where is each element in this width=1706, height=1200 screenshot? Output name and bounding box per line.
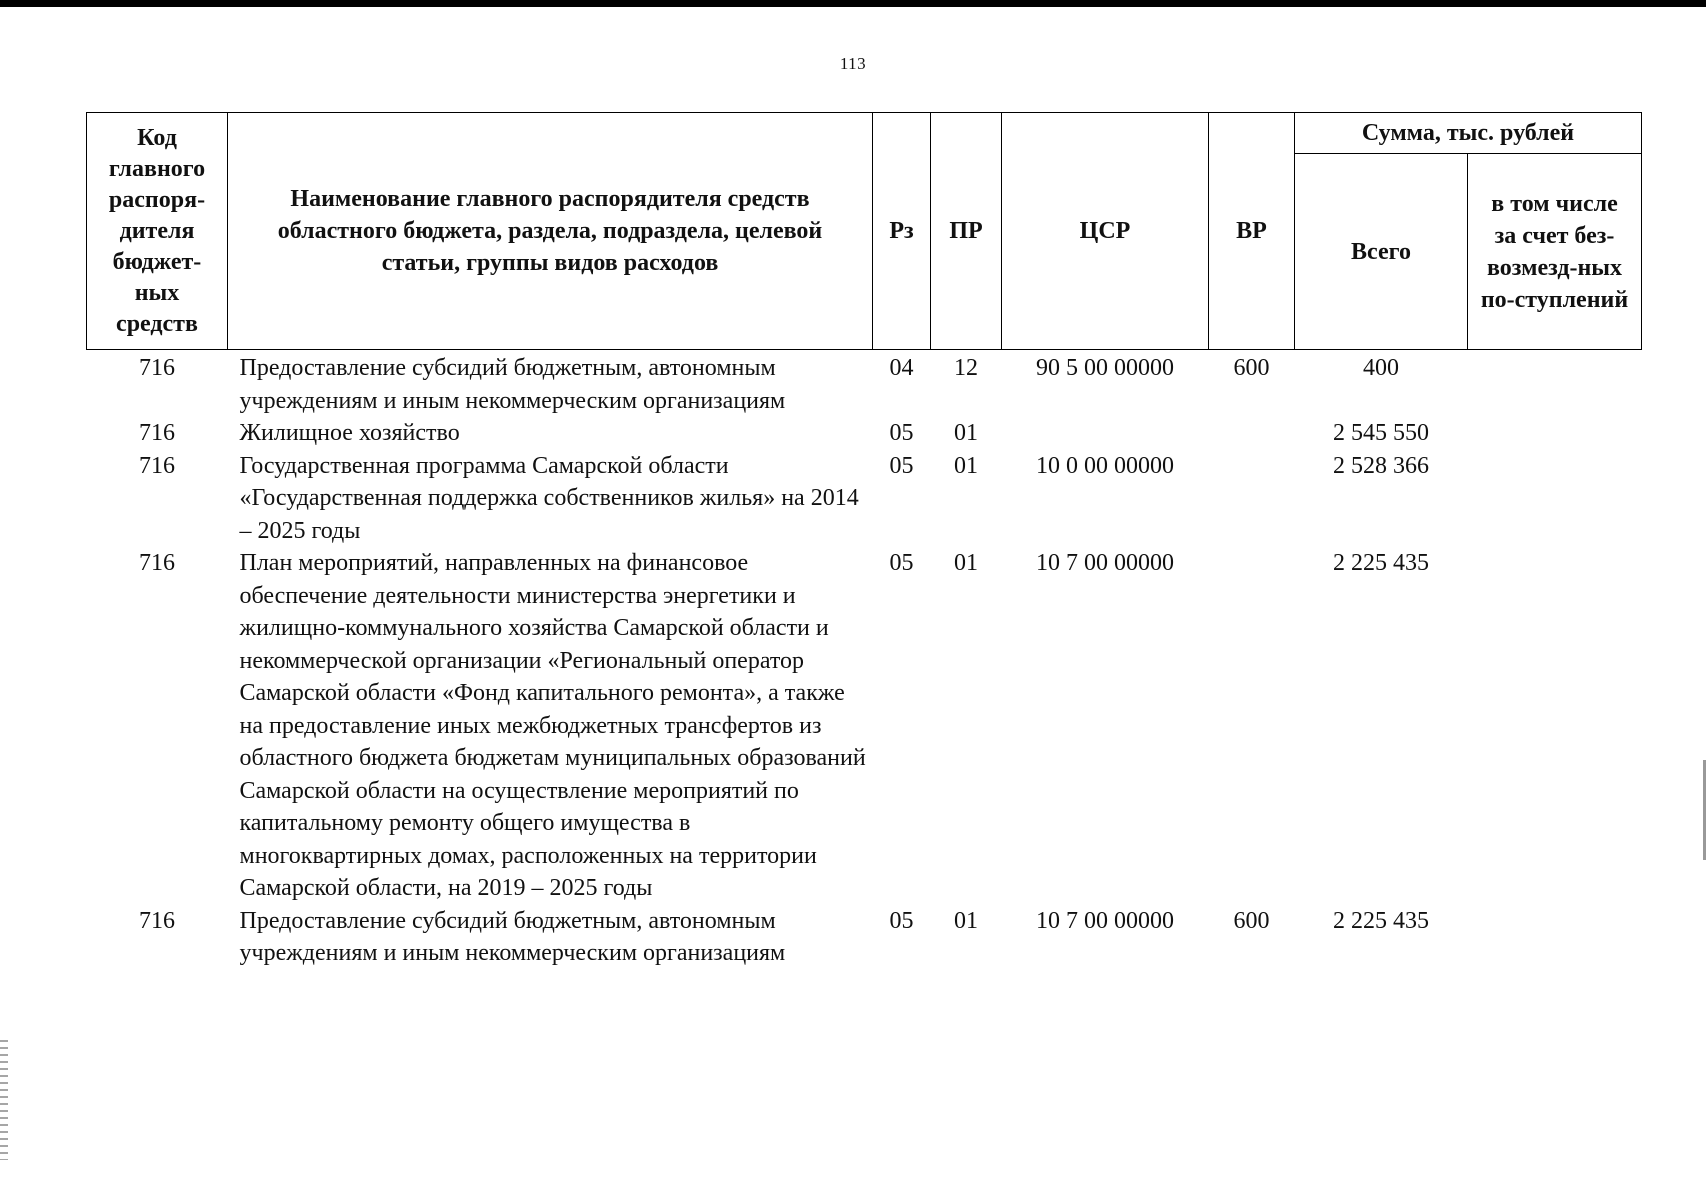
table-row	[87, 417, 1642, 450]
cell-rz: 05	[889, 420, 914, 446]
cell-vr: 600	[1233, 355, 1270, 381]
table-body	[87, 350, 1642, 970]
cell-total: 400	[1363, 355, 1399, 381]
cell-incl	[1468, 350, 1642, 418]
page-top-border	[0, 0, 1706, 7]
header-csr: ЦСР	[1002, 113, 1209, 350]
cell-code: 716	[139, 550, 175, 576]
header-sum-group: Сумма, тыс. рублей	[1295, 113, 1642, 154]
cell-rz: 05	[889, 452, 914, 479]
cell-vr	[1209, 450, 1295, 548]
cell-csr: 10 7 00 00000	[1036, 907, 1174, 934]
cell-code: 716	[139, 907, 175, 934]
cell-code: 716	[139, 420, 175, 446]
cell-vr	[1209, 417, 1295, 450]
cell-incl	[1468, 450, 1642, 548]
cell-pr: 12	[954, 355, 978, 381]
budget-table	[86, 112, 1642, 970]
cell-incl	[1468, 547, 1642, 905]
cell-csr: 10 7 00 00000	[1036, 550, 1174, 576]
cell-pr: 01	[954, 452, 978, 479]
table-row	[87, 905, 1642, 970]
cell-name: Предоставление субсидий бюджетным, автономным учреждениям и иным некоммерческим организациям	[239, 355, 786, 414]
header-code: Код главного распоря-дителя бюджет-ных средств	[87, 113, 228, 350]
cell-total: 2 225 435	[1333, 907, 1429, 934]
cell-code: 716	[139, 355, 175, 381]
cell-vr	[1209, 547, 1295, 905]
cell-total: 2 225 435	[1333, 550, 1429, 576]
cell-code: 716	[139, 452, 175, 479]
cell-name: Жилищное хозяйство	[239, 420, 460, 446]
cell-pr: 01	[954, 420, 978, 446]
header-name: Наименование главного распорядителя средств областного бюджета, раздела, подраздела, целевой статьи, группы видов расходов	[228, 113, 873, 350]
table-header	[87, 113, 1642, 350]
cell-pr: 01	[954, 550, 978, 576]
cell-rz: 04	[889, 355, 914, 381]
cell-incl	[1468, 905, 1642, 970]
table-row	[87, 350, 1642, 418]
cell-csr	[1002, 417, 1209, 450]
cell-total: 2 545 550	[1333, 420, 1429, 446]
cell-rz: 05	[889, 550, 914, 576]
cell-rz: 05	[889, 907, 914, 934]
header-pr: ПР	[931, 113, 1002, 350]
header-vr: ВР	[1209, 113, 1295, 350]
cell-name: Предоставление субсидий бюджетным, автономным учреждениям и иным некоммерческим организациям	[239, 907, 786, 966]
cell-csr: 10 0 00 00000	[1036, 452, 1174, 479]
cell-csr: 90 5 00 00000	[1036, 355, 1174, 381]
header-incl: в том числе за счет без-возмезд-ных по-ступлений	[1468, 154, 1642, 350]
header-rz: Рз	[873, 113, 931, 350]
cell-name: Государственная программа Самарской области «Государственная поддержка собственников жилья» на 2014 – 2025 годы	[239, 452, 859, 544]
cell-name: План мероприятий, направленных на финансовое обеспечение деятельности министерства энергетики и жилищно-коммунального хозяйства Самарской области и некоммерческой организации «Региональный оператор Самарской области «Фонд капитального ремонта», а также на предоставление иных межбюджетных трансфертов из областного бюджета бюджетам муниципальных образований Самарской области на осуществление мероприятий по капитальному ремонту общего имущества в многоквартирных домах, расположенных на территории Самарской области, на 2019 – 2025 годы	[239, 550, 866, 901]
header-total: Всего	[1295, 154, 1468, 350]
scan-edge-artifact	[0, 1040, 8, 1160]
cell-incl	[1468, 417, 1642, 450]
cell-total: 2 528 366	[1333, 452, 1429, 479]
cell-pr: 01	[954, 907, 978, 934]
page-number: 113	[839, 54, 867, 73]
table-row	[87, 547, 1642, 905]
cell-vr: 600	[1233, 907, 1270, 934]
table-row	[87, 450, 1642, 548]
